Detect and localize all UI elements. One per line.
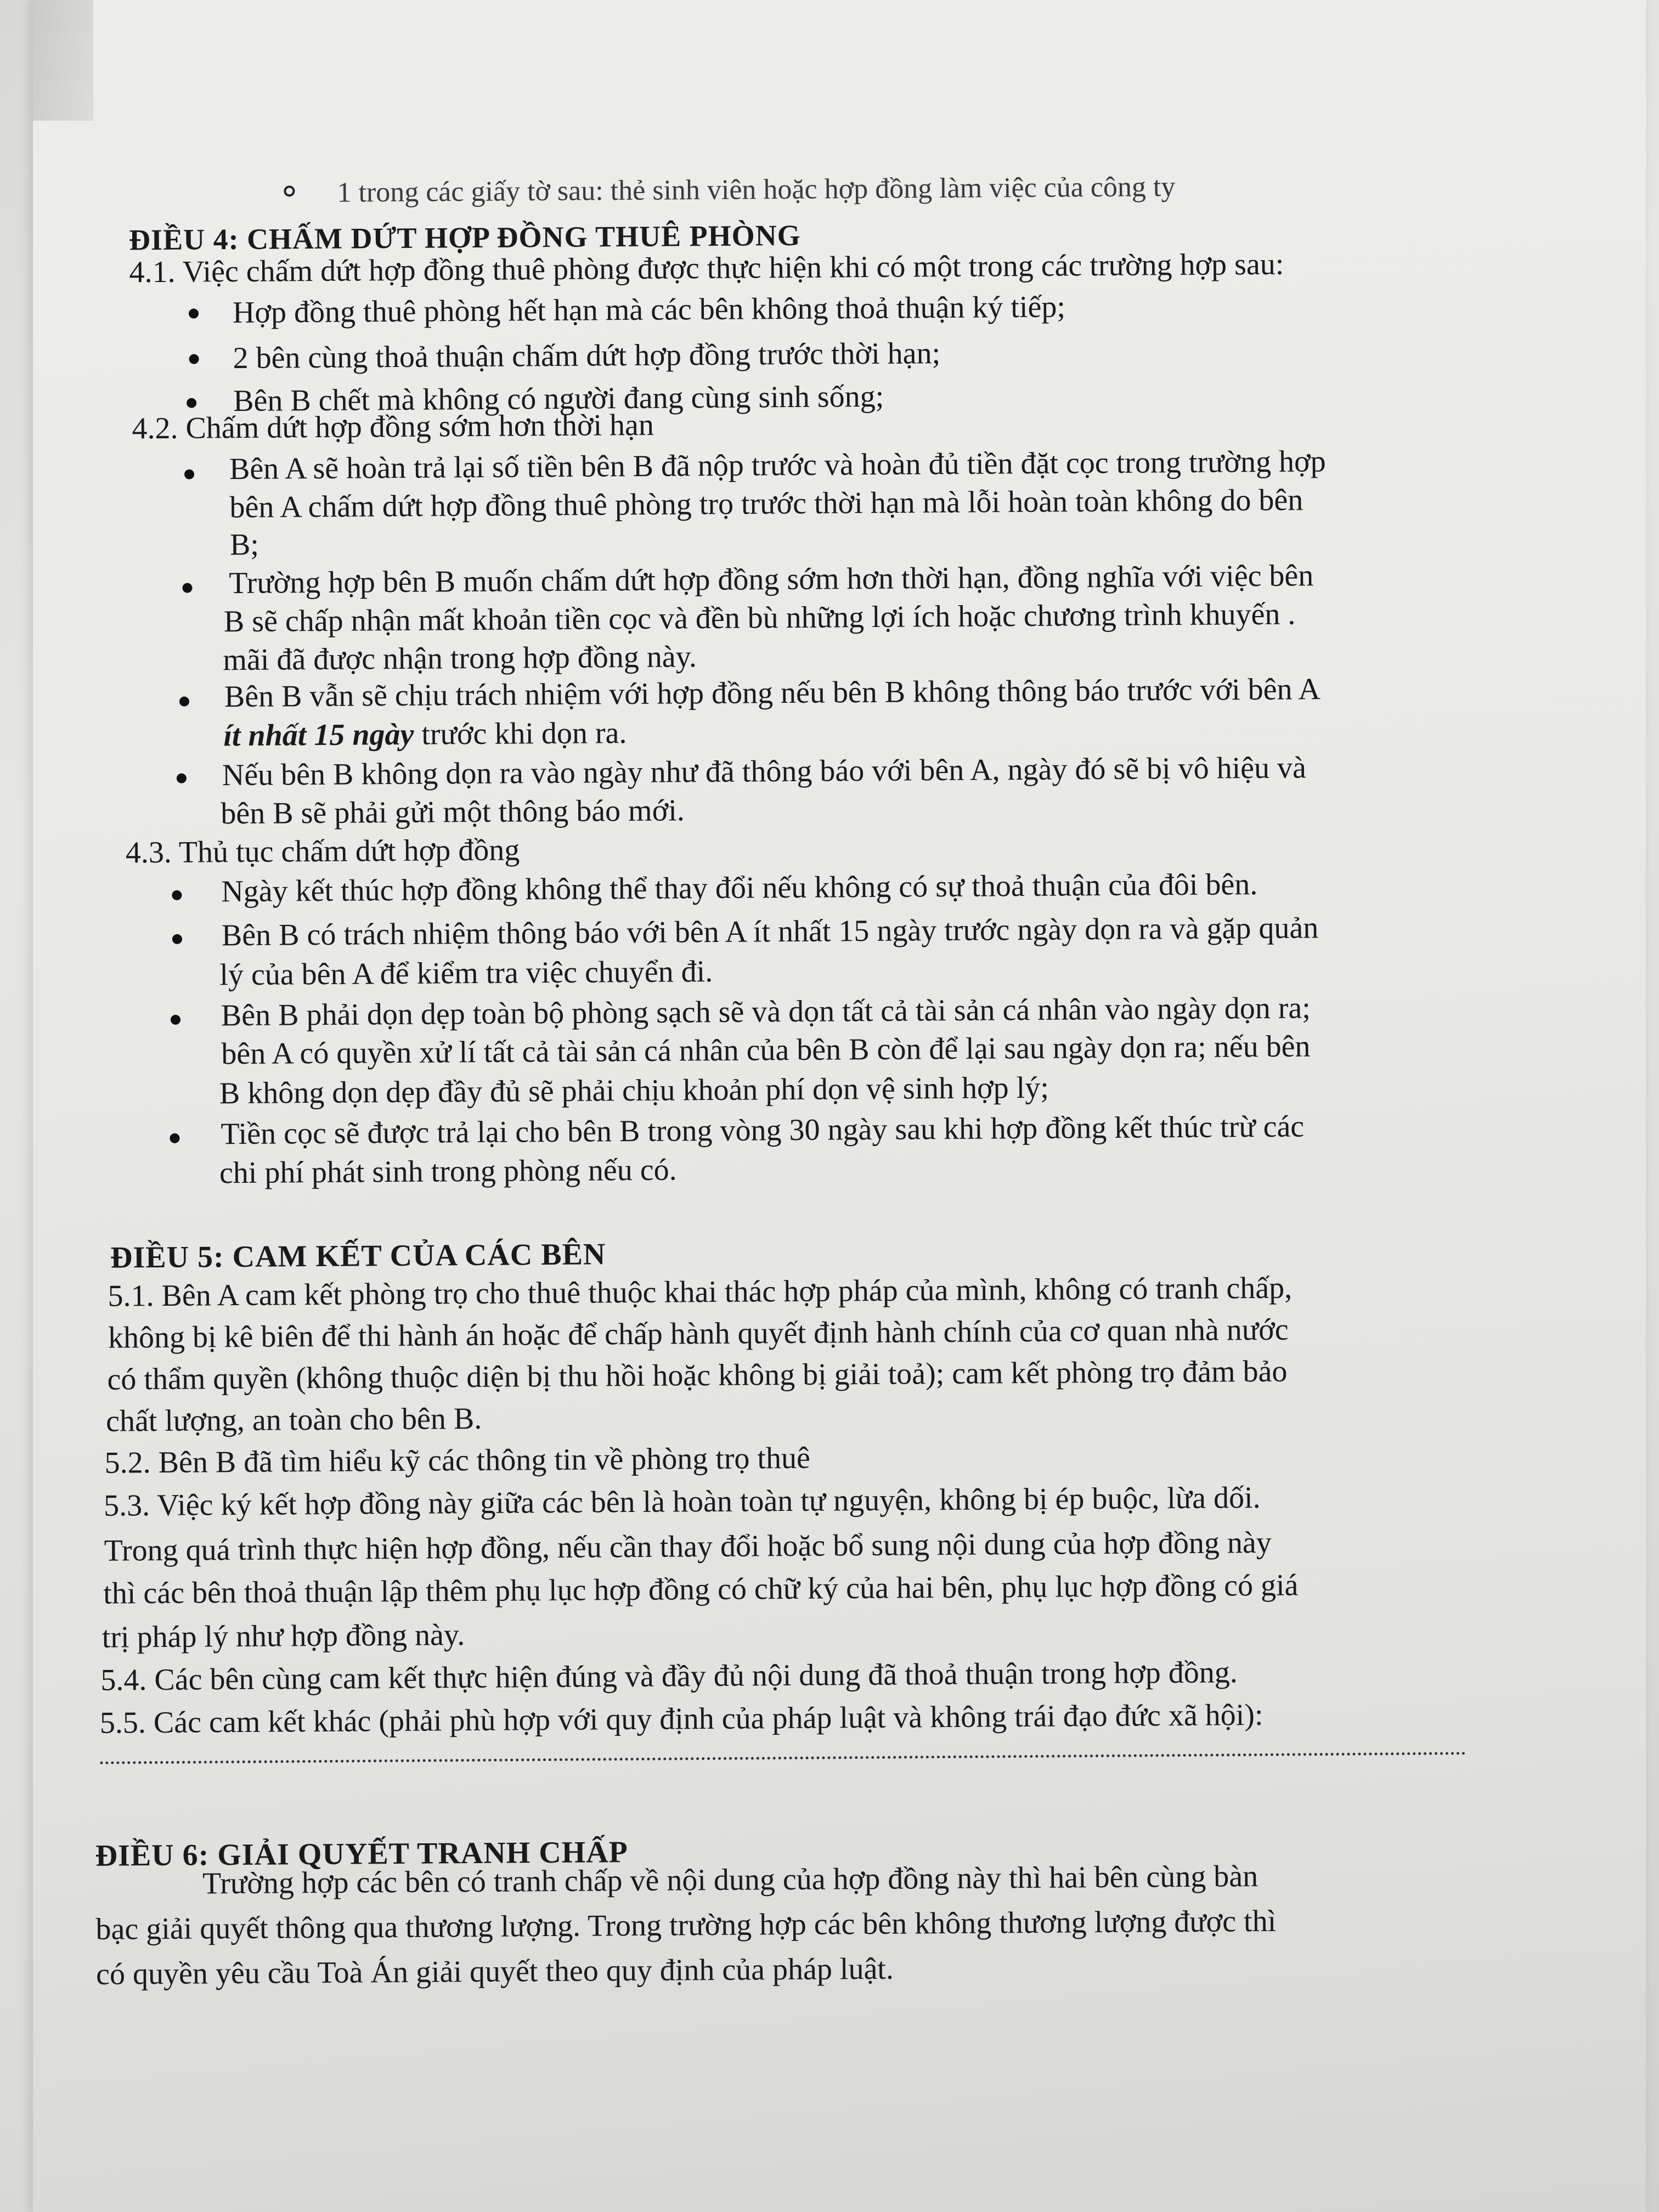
- clause-5-3-cont: Trong quá trình thực hiện hợp đồng, nếu cần thay đổi hoặc bổ sung nội dung của hợp đồng này: [104, 1525, 1272, 1568]
- hollow-bullet-icon: [284, 185, 295, 196]
- bullet-icon: [184, 470, 194, 479]
- clause-5-1: 5.1. Bên A cam kết phòng trọ cho thuê thuộc khai thác hợp pháp của mình, không có tranh chấp,: [108, 1271, 1293, 1313]
- clause-4-3: 4.3. Thủ tục chấm dứt hợp đồng: [125, 833, 520, 870]
- list-item-text: Tiền cọc sẽ được trả lại cho bên B trong vòng 30 ngày sau khi hợp đồng kết thúc trừ các: [221, 1109, 1305, 1152]
- article-4-heading: ĐIỀU 4: CHẤM DỨT HỢP ĐỒNG THUÊ PHÒNG: [128, 218, 801, 257]
- article-6-heading: ĐIỀU 6: GIẢI QUYẾT TRANH CHẤP: [95, 1835, 629, 1873]
- list-item-text: Bên A sẽ hoàn trả lại số tiền bên B đã nộp trước và hoàn đủ tiền đặt cọc trong trường hợp: [229, 444, 1326, 487]
- bullet-icon: [172, 934, 182, 944]
- clause-5-4: 5.4. Các bên cùng cam kết thực hiện đúng và đầy đủ nội dung đã thoả thuận trong hợp đồng.: [100, 1655, 1238, 1697]
- list-item-text: 1 trong các giấy tờ sau: thẻ sinh viên hoặc hợp đồng làm việc của công ty: [337, 171, 1176, 208]
- list-item-text: Hợp đồng thuê phòng hết hạn mà các bên không thoả thuận ký tiếp;: [232, 290, 1066, 330]
- clause-5-1-cont: có thẩm quyền (không thuộc diện bị thu hồi hoặc không bị giải toả); cam kết phòng trọ đảm bảo: [107, 1354, 1288, 1397]
- list-item-text: Bên B vẫn sẽ chịu trách nhiệm với hợp đồng nếu bên B không thông báo trước với bên A: [224, 672, 1321, 714]
- bullet-icon: [170, 1133, 179, 1143]
- list-item-text: lý của bên A để kiểm tra việc chuyển đi.: [219, 954, 713, 992]
- list-item-text: Bên B chết mà không có người đang cùng sinh sống;: [233, 379, 884, 419]
- list-item-text: Bên B phải dọn dẹp toàn bộ phòng sạch sẽ và dọn tất cả tài sản cá nhân vào ngày dọn ra;: [221, 991, 1311, 1033]
- list-item-text: B không dọn dẹp đầy đủ sẽ phải chịu khoản phí dọn vệ sinh hợp lý;: [219, 1070, 1049, 1111]
- list-item-text: chi phí phát sinh trong phòng nếu có.: [219, 1153, 677, 1190]
- fill-in-dotted-line: [100, 1752, 1466, 1764]
- list-item-text: [223, 718, 627, 751]
- clause-4-1: 4.1. Việc chấm dứt hợp đồng thuê phòng được thực hiện khi có một trong các trường hợp sau:: [129, 247, 1284, 290]
- list-item-text: bên B sẽ phải gửi một thông báo mới.: [221, 793, 685, 831]
- list-item-text: B sẽ chấp nhận mất khoản tiền cọc và đền bù những lợi ích hoặc chương trình khuyến .: [223, 597, 1296, 639]
- bullet-icon: [179, 697, 189, 707]
- clause-5-2: 5.2. Bên B đã tìm hiểu kỹ các thông tin về phòng trọ thuê: [104, 1441, 811, 1480]
- list-item-text: Bên B có trách nhiệm thông báo với bên A ít nhất 15 ngày trước ngày dọn ra và gặp quản: [221, 911, 1319, 953]
- bullet-icon: [189, 354, 199, 364]
- list-item-text: B;: [229, 527, 259, 562]
- list-item-text-rest: trước khi dọn ra.: [414, 716, 627, 752]
- bullet-icon: [171, 1015, 180, 1025]
- list-item-text: Nếu bên B không dọn ra vào ngày như đã thông báo với bên A, ngày đó sẽ bị vô hiệu và: [222, 751, 1307, 793]
- bullet-icon: [189, 308, 199, 318]
- bullet-icon: [187, 398, 196, 408]
- bullet-icon: [172, 890, 182, 900]
- bullet-icon: [177, 774, 187, 783]
- article-6-paragraph: Trường hợp các bên có tranh chấp về nội dung của hợp đồng này thì hai bên cùng bàn: [202, 1859, 1259, 1901]
- list-item-text: bên A có quyền xử lí tất cả tài sản cá nhân của bên B còn để lại sau ngày dọn ra; nếu bên: [221, 1029, 1311, 1071]
- clause-5-1-cont: chất lượng, an toàn cho bên B.: [105, 1401, 482, 1438]
- list-item-text: mãi đã được nhận trong hợp đồng này.: [223, 640, 697, 678]
- clause-5-3-cont: trị pháp lý như hợp đồng này.: [101, 1618, 465, 1655]
- clause-4-2: 4.2. Chấm dứt hợp đồng sớm hơn thời hạn: [132, 408, 654, 446]
- article-6-paragraph: bạc giải quyết thông qua thương lượng. Trong trường hợp các bên không thương lượng được thì: [95, 1904, 1277, 1946]
- list-item-text: Ngày kết thúc hợp đồng không thể thay đổi nếu không có sự thoả thuận của đôi bên.: [221, 867, 1258, 909]
- clause-5-1-cont: không bị kê biên để thi hành án hoặc để chấp hành quyết định hành chính của cơ quan nhà nước: [108, 1312, 1289, 1355]
- clause-5-3: 5.3. Việc ký kết hợp đồng này giữa các bên là hoàn toàn tự nguyện, không bị ép buộc, lừa dối.: [103, 1481, 1261, 1523]
- clause-5-3-cont: thì các bên thoả thuận lập thêm phụ lục hợp đồng có chữ ký của hai bên, phụ lục hợp đồng có giá: [103, 1568, 1299, 1611]
- list-item-text: bên A chấm dứt hợp đồng thuê phòng trọ trước thời hạn mà lỗi hoàn toàn không do bên: [229, 483, 1304, 525]
- article-5-heading: ĐIỀU 5: CAM KẾT CỦA CÁC BÊN: [110, 1237, 606, 1275]
- bullet-icon: [182, 583, 192, 593]
- list-item-text: 2 bên cùng thoả thuận chấm dứt hợp đồng trước thời hạn;: [233, 336, 941, 376]
- emphasis-text: ít nhất 15 ngày: [223, 717, 414, 753]
- article-6-paragraph: có quyền yêu cầu Toà Án giải quyết theo quy định của pháp luật.: [95, 1951, 894, 1991]
- list-item-text: Trường hợp bên B muốn chấm dứt hợp đồng sớm hơn thời hạn, đồng nghĩa với việc bên: [229, 558, 1314, 601]
- clause-5-5: 5.5. Các cam kết khác (phải phù hợp với quy định của pháp luật và không trái đạo đức xã hội):: [99, 1698, 1263, 1740]
